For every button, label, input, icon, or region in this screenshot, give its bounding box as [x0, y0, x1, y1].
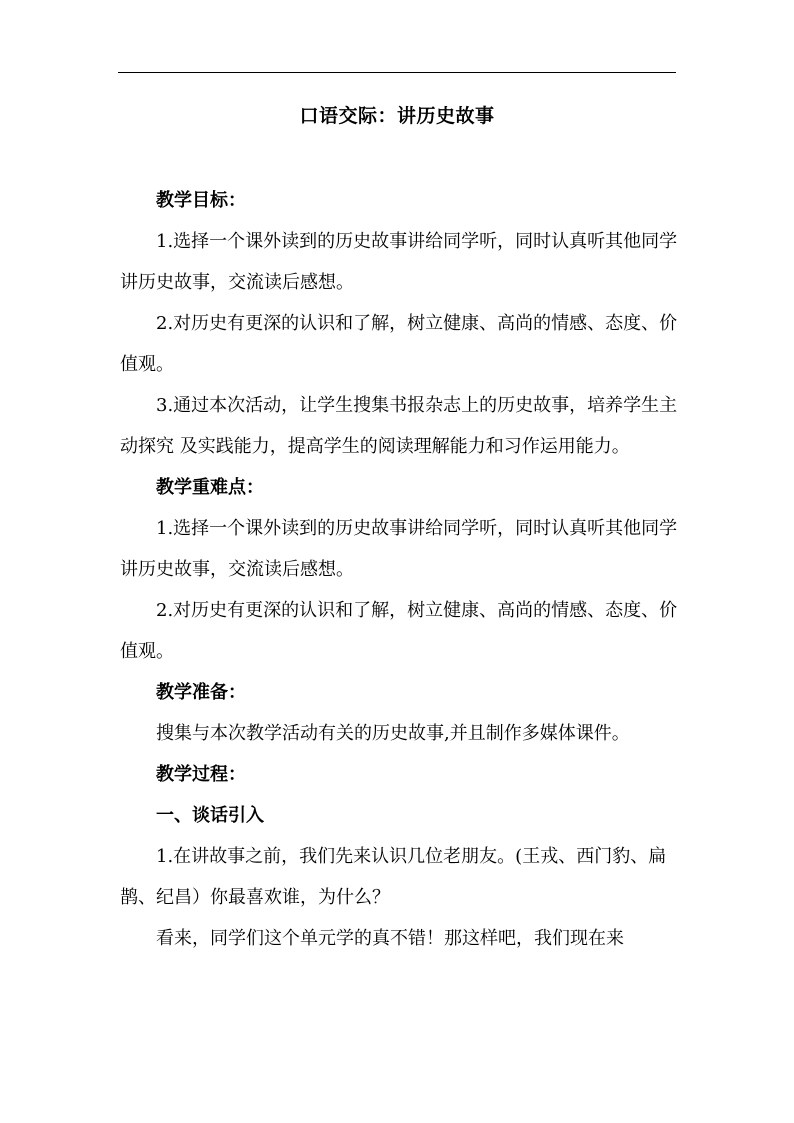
key-point-item-2: 2.对历史有更深的认识和了解，树立健康、高尚的情感、态度、价值观。 — [120, 600, 678, 662]
section-heading-process: 教学过程： — [156, 764, 246, 785]
header-rule — [118, 72, 676, 73]
process-item-1: 1.在讲故事之前，我们先来认识几位老朋友。(王戎、西门豹、扁鹊、纪昌）你最喜欢谁，为什么？ — [120, 846, 667, 908]
document-body — [120, 180, 680, 959]
objective-item-3: 3.通过本次活动，让学生搜集书报杂志上的历史故事，培养学生主动探究 及实践能力，提高学生的阅读理解能力和习作运用能力。 — [120, 395, 678, 457]
section-heading-objectives: 教学目标： — [156, 190, 246, 211]
objective-item-1: 1.选择一个课外读到的历史故事讲给同学听，同时认真听其他同学讲历史故事，交流读后感想。 — [120, 231, 678, 293]
preparation-text: 搜集与本次教学活动有关的历史故事,并且制作多媒体课件。 — [156, 723, 630, 744]
key-point-item-1: 1.选择一个课外读到的历史故事讲给同学听，同时认真听其他同学讲历史故事，交流读后感想。 — [120, 518, 678, 580]
objective-item-2: 2.对历史有更深的认识和了解，树立健康、高尚的情感、态度、价值观。 — [120, 313, 678, 375]
process-paragraph: 看来，同学们这个单元学的真不错！那这样吧，我们现在来 — [156, 928, 624, 949]
document-title: 口语交际：讲历史故事 — [299, 105, 495, 127]
section-heading-key-points: 教学重难点： — [156, 477, 264, 498]
subsection-heading-intro: 一、谈话引入 — [156, 805, 264, 826]
section-heading-preparation: 教学准备： — [156, 682, 246, 703]
